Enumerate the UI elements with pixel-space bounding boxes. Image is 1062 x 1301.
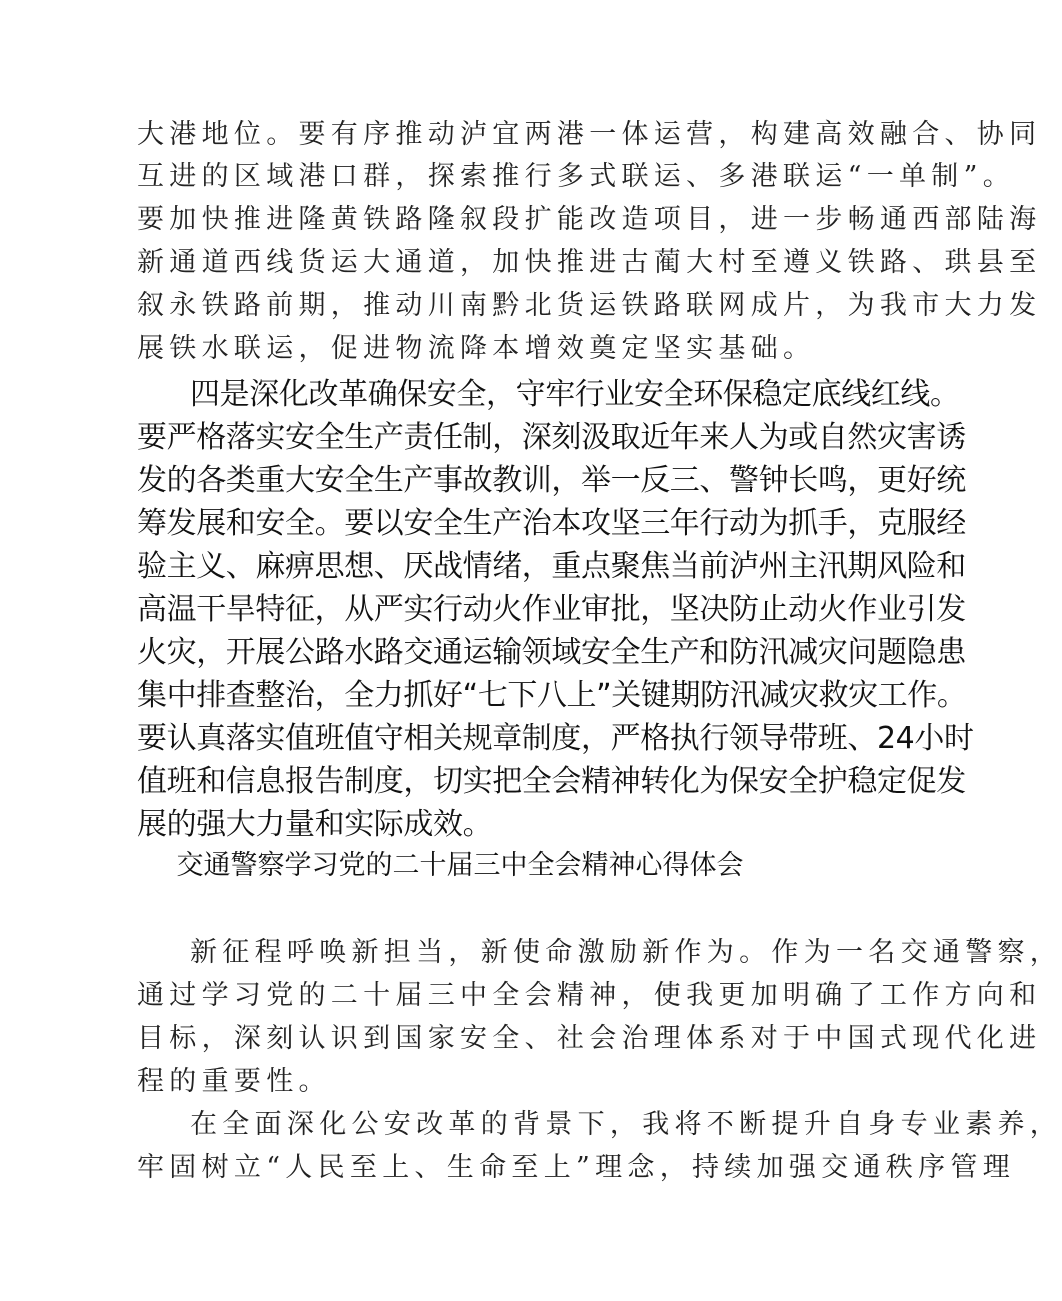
paragraph-line: 要加快推进隆黄铁路隆叙段扩能改造项目，进一步畅通西部陆海 — [137, 204, 1042, 235]
paragraph-line: 火灾，开展公路水路交通运输领域安全生产和防汛减灾问题隐患 — [137, 635, 966, 670]
article-title: 交通警察学习党的二十届三中全会精神心得体会 — [176, 850, 744, 881]
paragraph-line: 要严格落实安全生产责任制，深刻汲取近年来人为或自然灾害诱 — [137, 420, 966, 455]
paragraph-line: 要认真落实值班值守相关规章制度，严格执行领导带班、24小时 — [137, 721, 974, 756]
paragraph-line: 验主义、麻痹思想、厌战情绪，重点聚焦当前泸州主汛期风险和 — [137, 549, 966, 584]
paragraph-line: 牢固树立“人民至上、生命至上”理念，持续加强交通秩序管理 — [137, 1152, 1016, 1183]
paragraph-line: 筹发展和安全。要以安全生产治本攻坚三年行动为抓手，克服经 — [137, 506, 966, 541]
paragraph-line: 在全面深化公安改革的背景下，我将不断提升自身专业素养， — [190, 1109, 1062, 1140]
paragraph-line: 大港地位。要有序推动泸宜两港一体运营，构建高效融合、协同 — [137, 119, 1042, 150]
paragraph-line: 集中排查整治，全力抓好“七下八上”关键期防汛减灾救灾工作。 — [137, 678, 967, 713]
paragraph-line: 四是深化改革确保安全，守牢行业安全环保稳定底线红线。 — [190, 377, 960, 412]
paragraph-line: 展的强大力量和实际成效。 — [137, 807, 493, 842]
paragraph-line: 目标，深刻认识到国家安全、社会治理体系对于中国式现代化进 — [137, 1023, 1042, 1054]
paragraph-line: 新通道西线货运大通道，加快推进古蔺大村至遵义铁路、珙县至 — [137, 247, 1042, 278]
paragraph-line: 互进的区域港口群，探索推行多式联运、多港联运“一单制”。 — [137, 161, 1016, 192]
paragraph-line: 展铁水联运，促进物流降本增效奠定坚实基础。 — [137, 333, 816, 364]
paragraph-line: 叙永铁路前期，推动川南黔北货运铁路联网成片，为我市大力发 — [137, 290, 1042, 321]
paragraph-line: 程的重要性。 — [137, 1066, 331, 1097]
paragraph-line: 发的各类重大安全生产事故教训，举一反三、警钟长鸣，更好统 — [137, 463, 966, 498]
paragraph-line: 新征程呼唤新担当，新使命激励新作为。作为一名交通警察， — [190, 937, 1062, 968]
paragraph-line: 值班和信息报告制度，切实把全会精神转化为保安全护稳定促发 — [137, 764, 966, 799]
paragraph-line: 通过学习党的二十届三中全会精神，使我更加明确了工作方向和 — [137, 980, 1042, 1011]
paragraph-line: 高温干旱特征，从严实行动火作业审批，坚决防止动火作业引发 — [137, 592, 966, 627]
